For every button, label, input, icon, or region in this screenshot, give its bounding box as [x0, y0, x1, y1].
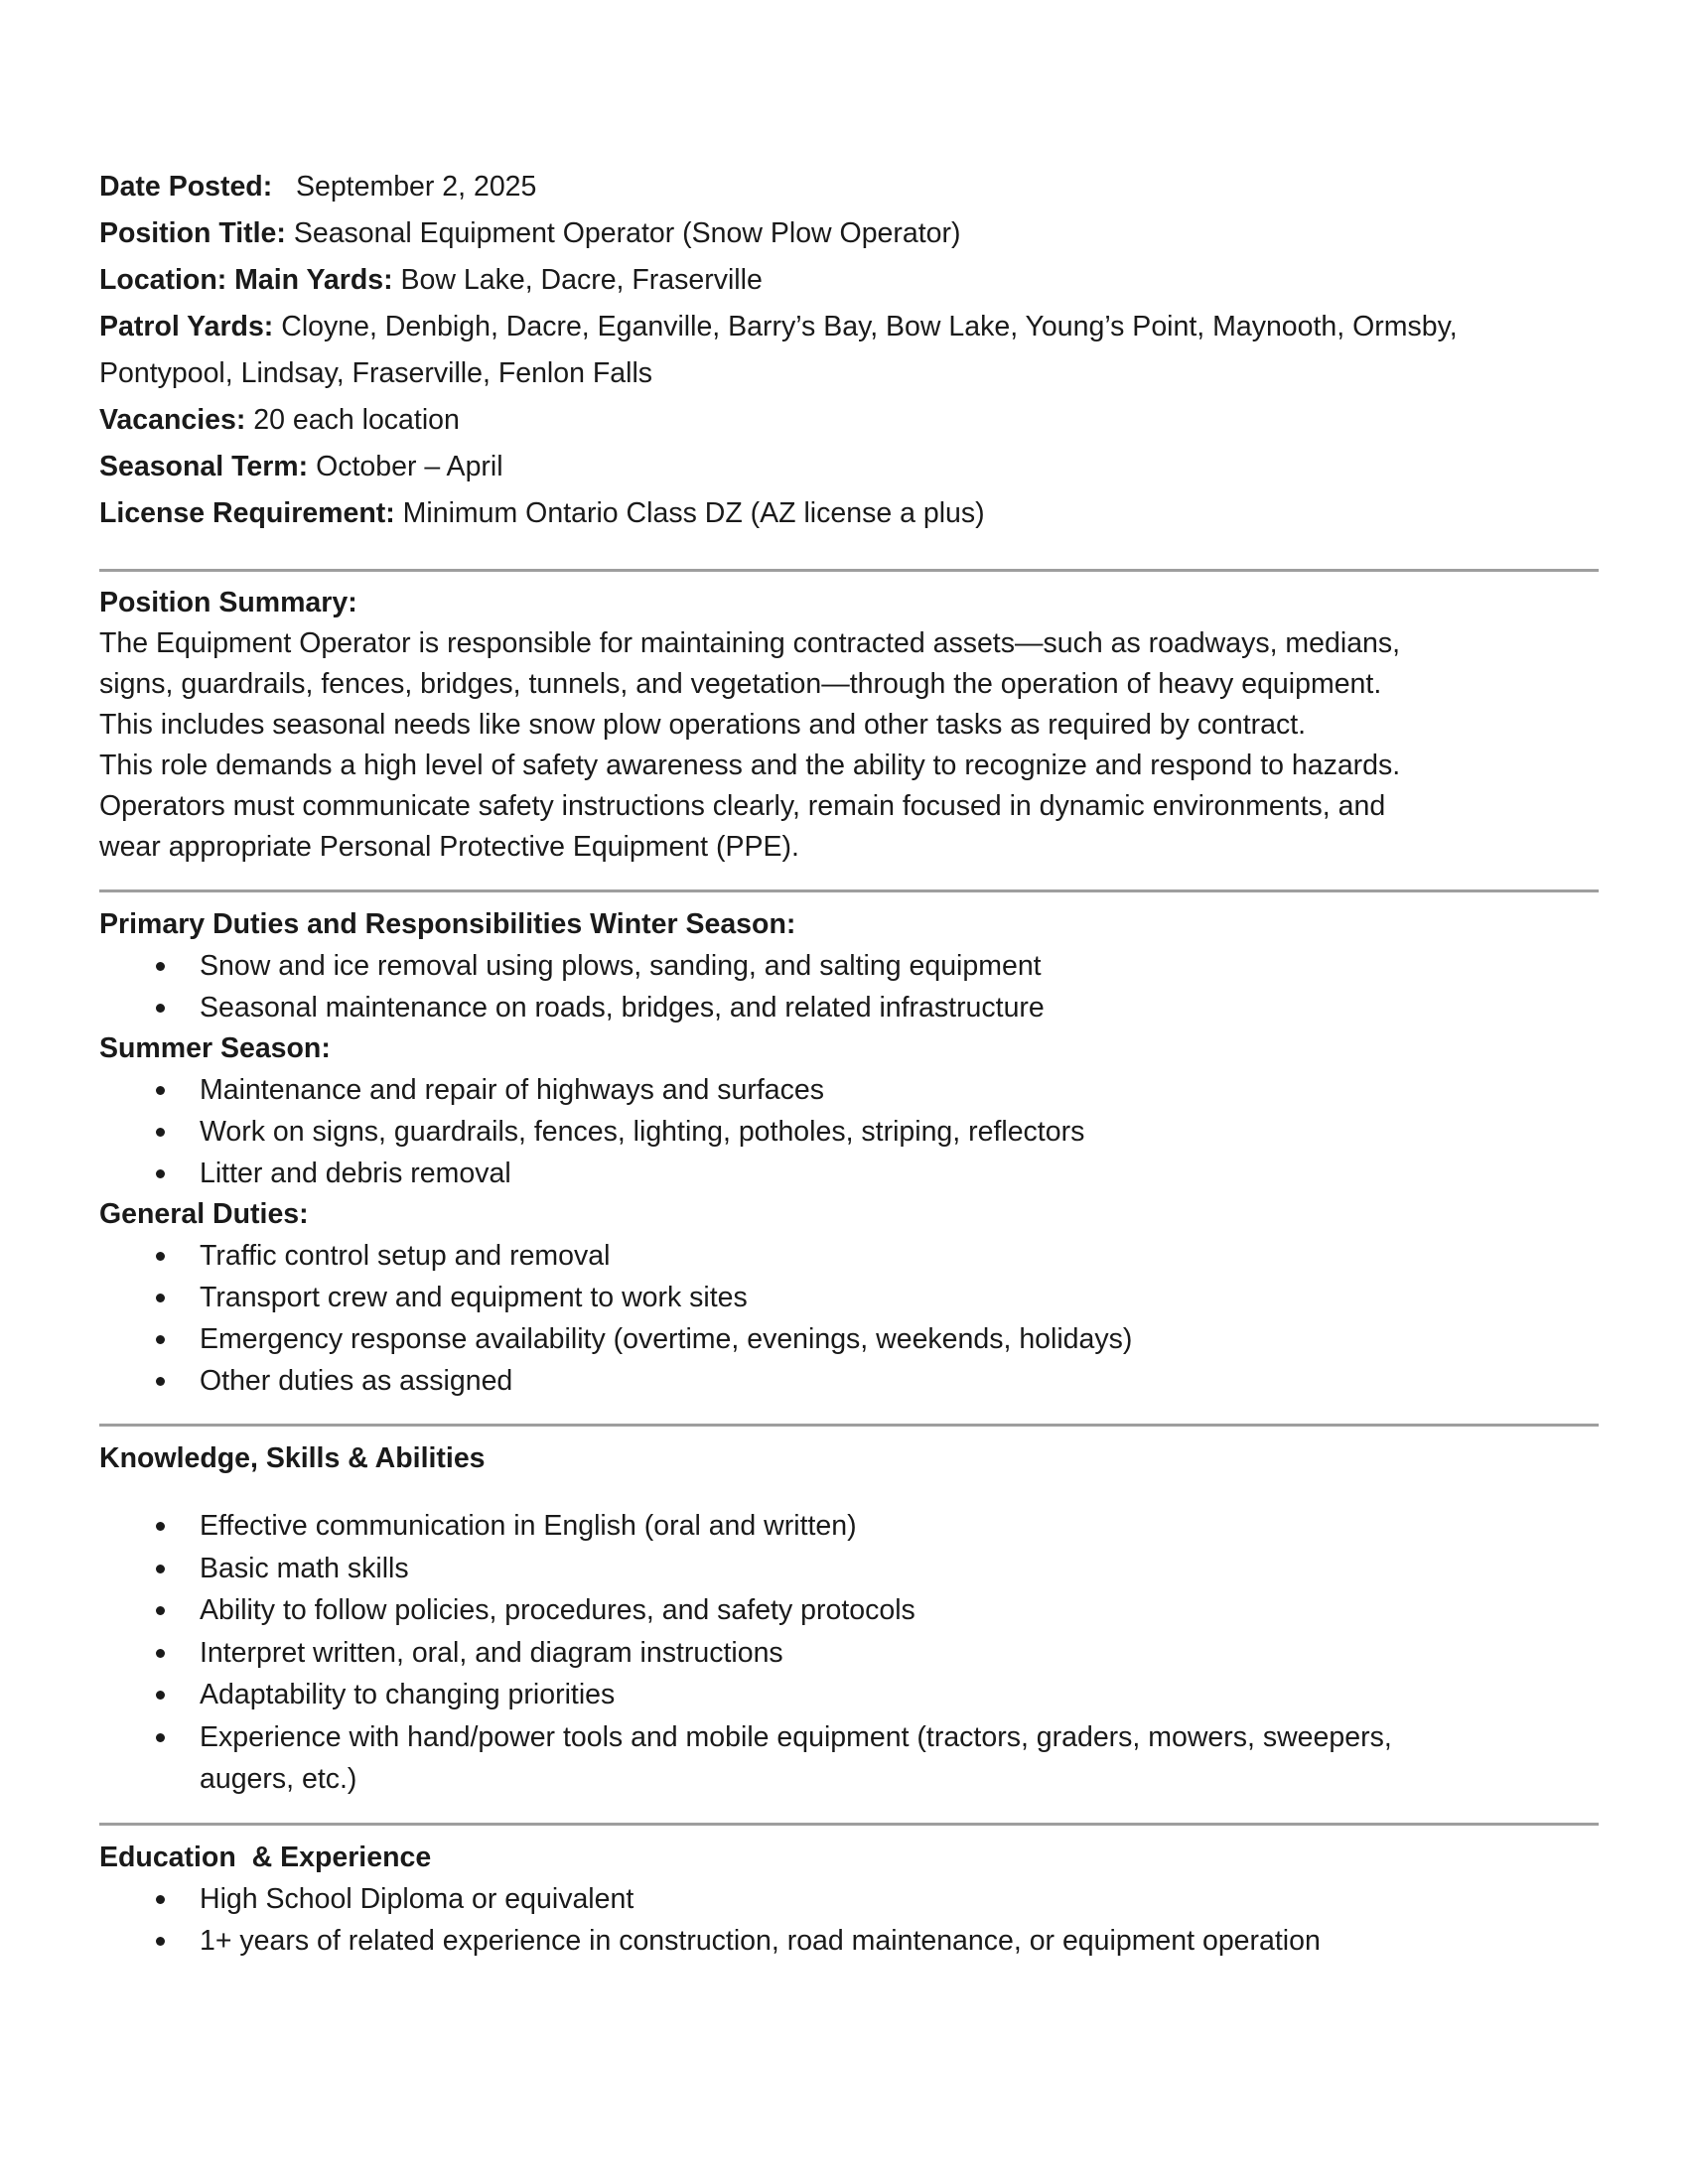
list-item-text: Work on signs, guardrails, fences, lighting, potholes, striping, reflectors	[200, 1116, 1085, 1148]
list-item	[99, 1548, 1599, 1590]
license-label: License Requirement:	[99, 497, 395, 529]
section-divider	[99, 889, 1599, 892]
bullet-icon	[156, 1169, 165, 1178]
list-item-text: 1+ years of related experience in construction, road maintenance, or equipment operation	[200, 1924, 1321, 1957]
bullet-icon	[156, 1606, 165, 1615]
list-item-text: Transport crew and equipment to work sites	[200, 1282, 748, 1313]
list-item	[99, 1111, 1599, 1153]
duties-section	[99, 904, 1599, 1402]
list-item-text: High School Diploma or equivalent	[200, 1882, 634, 1915]
list-item-text: Experience with hand/power tools and mobile equipment (tractors, graders, mowers, sweepers,	[200, 1720, 1392, 1753]
patrol-yards-label: Patrol Yards:	[99, 311, 274, 342]
list-item	[99, 1716, 1599, 1801]
bullet-icon	[156, 1691, 165, 1700]
list-item-text: Traffic control setup and removal	[200, 1240, 611, 1272]
bullet-icon	[156, 1565, 165, 1573]
position-summary-line: This includes seasonal needs like snow plow operations and other tasks as required by contract.	[99, 709, 1307, 741]
position-summary-line: signs, guardrails, fences, bridges, tunnels, and vegetation—through the operation of heavy equipment.	[99, 668, 1382, 700]
location-label: Location: Main Yards:	[99, 264, 393, 296]
list-item-text: Litter and debris removal	[200, 1158, 511, 1189]
location-row	[99, 257, 1599, 304]
posting-header	[99, 164, 1599, 537]
date-posted-row	[99, 164, 1599, 210]
list-item	[99, 1153, 1599, 1194]
license-row	[99, 490, 1599, 537]
list-item-text: Seasonal maintenance on roads, bridges, and related infrastructure	[200, 992, 1045, 1024]
section-divider	[99, 1424, 1599, 1427]
list-item	[99, 1360, 1599, 1402]
patrol-yards-value-line2: Pontypool, Lindsay, Fraserville, Fenlon Falls	[99, 357, 653, 389]
list-item	[99, 1505, 1599, 1548]
education-heading: Education & Experience	[99, 1841, 432, 1873]
position-title-row	[99, 210, 1599, 257]
bullet-icon	[156, 1377, 165, 1386]
summer-season-heading: Summer Season:	[99, 1032, 331, 1064]
list-item-text: Ability to follow policies, procedures, and safety protocols	[200, 1594, 915, 1626]
list-item-text: Snow and ice removal using plows, sanding, and salting equipment	[200, 950, 1042, 982]
seasonal-term-value: October – April	[316, 451, 503, 482]
position-summary-line: Operators must communicate safety instructions clearly, remain focused in dynamic environments, and	[99, 790, 1386, 822]
bullet-icon	[156, 1522, 165, 1531]
skills-section	[99, 1438, 1599, 1801]
bullet-icon	[156, 1086, 165, 1095]
vacancies-row	[99, 397, 1599, 444]
license-value: Minimum Ontario Class DZ (AZ license a plus)	[402, 497, 985, 529]
vacancies-label: Vacancies:	[99, 404, 246, 436]
list-item	[99, 1235, 1599, 1277]
list-item-text: Emergency response availability (overtime, evenings, weekends, holidays)	[200, 1323, 1133, 1355]
bullet-icon	[156, 1335, 165, 1344]
list-item	[99, 1069, 1599, 1111]
list-item-text: Interpret written, oral, and diagram instructions	[200, 1636, 783, 1669]
list-item	[99, 987, 1599, 1028]
bullet-icon	[156, 1294, 165, 1302]
bullet-icon	[156, 1252, 165, 1261]
job-posting-page	[99, 164, 1599, 1962]
list-item-text: Maintenance and repair of highways and surfaces	[200, 1074, 824, 1106]
position-title-label: Position Title:	[99, 217, 286, 249]
section-divider	[99, 1823, 1599, 1826]
general-duties-list	[99, 1235, 1599, 1402]
winter-duties-heading: Primary Duties and Responsibilities Winter Season:	[99, 908, 796, 940]
education-list	[99, 1878, 1599, 1962]
list-item	[99, 1277, 1599, 1318]
bullet-icon	[156, 1128, 165, 1137]
list-item-text: Effective communication in English (oral and written)	[200, 1510, 857, 1542]
list-item-text: Adaptability to changing priorities	[200, 1679, 616, 1710]
position-summary-heading: Position Summary:	[99, 587, 357, 618]
position-summary-line: wear appropriate Personal Protective Equipment (PPE).	[99, 831, 799, 863]
list-item-text: Basic math skills	[200, 1552, 409, 1584]
patrol-yards-value-line1: Cloyne, Denbigh, Dacre, Eganville, Barry’s Bay, Bow Lake, Young’s Point, Maynooth, Ormsby,	[281, 311, 1458, 342]
bullet-icon	[156, 1937, 165, 1946]
list-item-text: Other duties as assigned	[200, 1365, 513, 1397]
seasonal-term-label: Seasonal Term:	[99, 451, 309, 482]
bullet-icon	[156, 1004, 165, 1013]
position-summary-line: This role demands a high level of safety awareness and the ability to recognize and respond to hazards.	[99, 750, 1401, 781]
skills-list	[99, 1505, 1599, 1801]
list-item	[99, 1589, 1599, 1632]
list-item	[99, 1318, 1599, 1360]
position-summary-section	[99, 583, 1599, 868]
date-posted-label: Date Posted:	[99, 171, 273, 203]
patrol-yards-continuation-row	[99, 350, 1599, 397]
date-posted-value: September 2, 2025	[295, 171, 537, 203]
location-value: Bow Lake, Dacre, Fraserville	[400, 264, 763, 296]
summer-duties-list	[99, 1069, 1599, 1194]
seasonal-term-row	[99, 444, 1599, 490]
section-divider	[99, 569, 1599, 572]
general-duties-heading: General Duties:	[99, 1198, 309, 1230]
bullet-icon	[156, 1649, 165, 1658]
list-item	[99, 1878, 1599, 1920]
bullet-icon	[156, 962, 165, 971]
list-item	[99, 945, 1599, 987]
patrol-yards-row	[99, 304, 1599, 350]
list-item	[99, 1674, 1599, 1716]
education-section	[99, 1838, 1599, 1962]
winter-duties-list	[99, 945, 1599, 1028]
position-title-value: Seasonal Equipment Operator (Snow Plow Operator)	[293, 217, 961, 249]
list-item	[99, 1920, 1599, 1962]
position-summary-line: The Equipment Operator is responsible for maintaining contracted assets—such as roadways, medians,	[99, 627, 1401, 659]
skills-heading: Knowledge, Skills & Abilities	[99, 1442, 486, 1474]
vacancies-value: 20 each location	[253, 404, 460, 436]
list-item-continuation: augers, etc.)	[200, 1763, 357, 1795]
bullet-icon	[156, 1733, 165, 1742]
bullet-icon	[156, 1895, 165, 1904]
list-item	[99, 1632, 1599, 1675]
